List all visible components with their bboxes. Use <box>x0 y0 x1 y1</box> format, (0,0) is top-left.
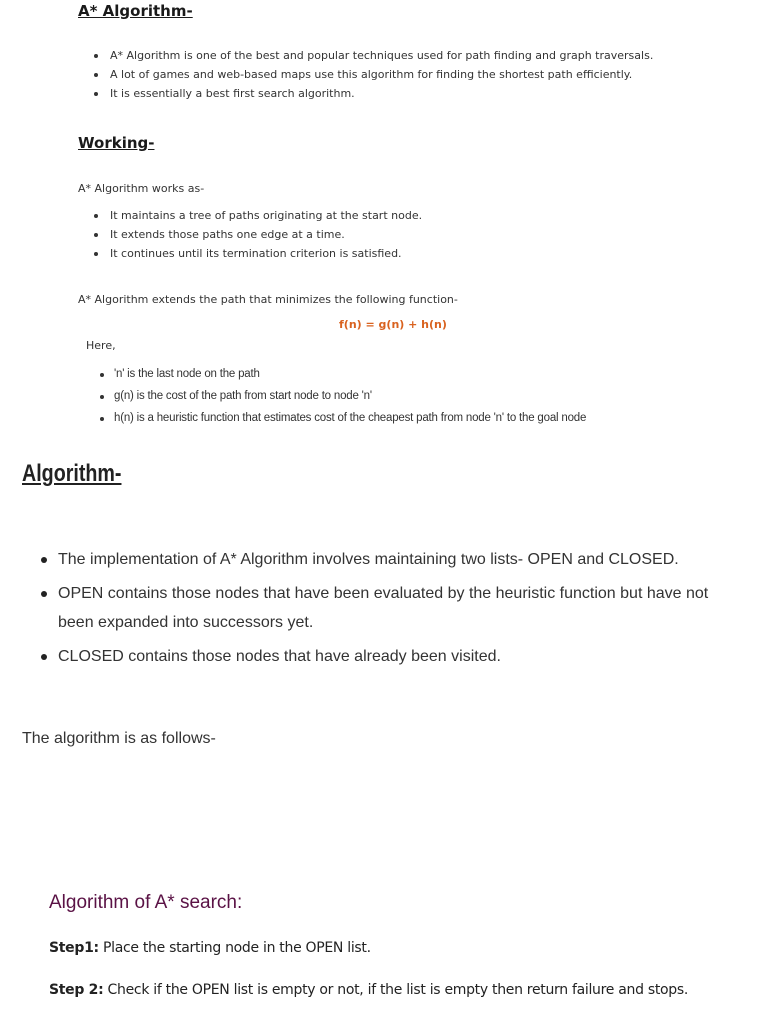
list-item: It extends those paths one edge at a time. <box>94 225 694 244</box>
list-item: 'n' is the last node on the path <box>100 363 720 385</box>
list-item: A lot of games and web-based maps use this algorithm for finding the shortest path efficiently. <box>94 65 754 84</box>
astar-heading: A* Algorithm- <box>78 2 193 20</box>
list-item: It maintains a tree of paths originating at the start node. <box>94 206 694 225</box>
step-1-text: Place the starting node in the OPEN list. <box>98 940 371 956</box>
follows-text: The algorithm is as follows- <box>22 730 216 747</box>
list-item: A* Algorithm is one of the best and popular techniques used for path finding and graph traversals. <box>94 46 754 65</box>
list-item: OPEN contains those nodes that have been evaluated by the heuristic function but have not been expanded into successors yet. <box>22 579 742 637</box>
list-item: It continues until its termination criterion is satisfied. <box>94 244 694 263</box>
working-bullet-list <box>94 206 694 263</box>
algorithm-heading: Algorithm- <box>22 460 122 487</box>
working-heading: Working- <box>78 134 155 152</box>
step-2-text: Check if the OPEN list is empty or not, if the list is empty then return failure and stops. <box>103 982 689 998</box>
algorithm-bullet-list <box>22 545 742 676</box>
here-label: Here, <box>86 339 116 352</box>
list-item: g(n) is the cost of the path from start node to node 'n' <box>100 385 720 407</box>
step-2 <box>49 982 688 998</box>
step-1-label: Step1: <box>49 940 99 956</box>
list-item: CLOSED contains those nodes that have already been visited. <box>22 642 742 671</box>
step-2-label: Step 2: <box>49 982 104 998</box>
list-item: It is essentially a best first search algorithm. <box>94 84 754 103</box>
search-title: Algorithm of A* search: <box>49 892 243 913</box>
extends-text: A* Algorithm extends the path that minimizes the following function- <box>78 293 458 306</box>
list-item: h(n) is a heuristic function that estimates cost of the cheapest path from node 'n' to the goal node <box>100 407 720 429</box>
astar-bullet-list <box>94 46 754 103</box>
working-intro: A* Algorithm works as- <box>78 182 205 195</box>
formula: f(n) = g(n) + h(n) <box>339 318 447 331</box>
list-item: The implementation of A* Algorithm involves maintaining two lists- OPEN and CLOSED. <box>22 545 742 574</box>
here-bullet-list <box>100 363 720 429</box>
step-1 <box>49 940 371 956</box>
